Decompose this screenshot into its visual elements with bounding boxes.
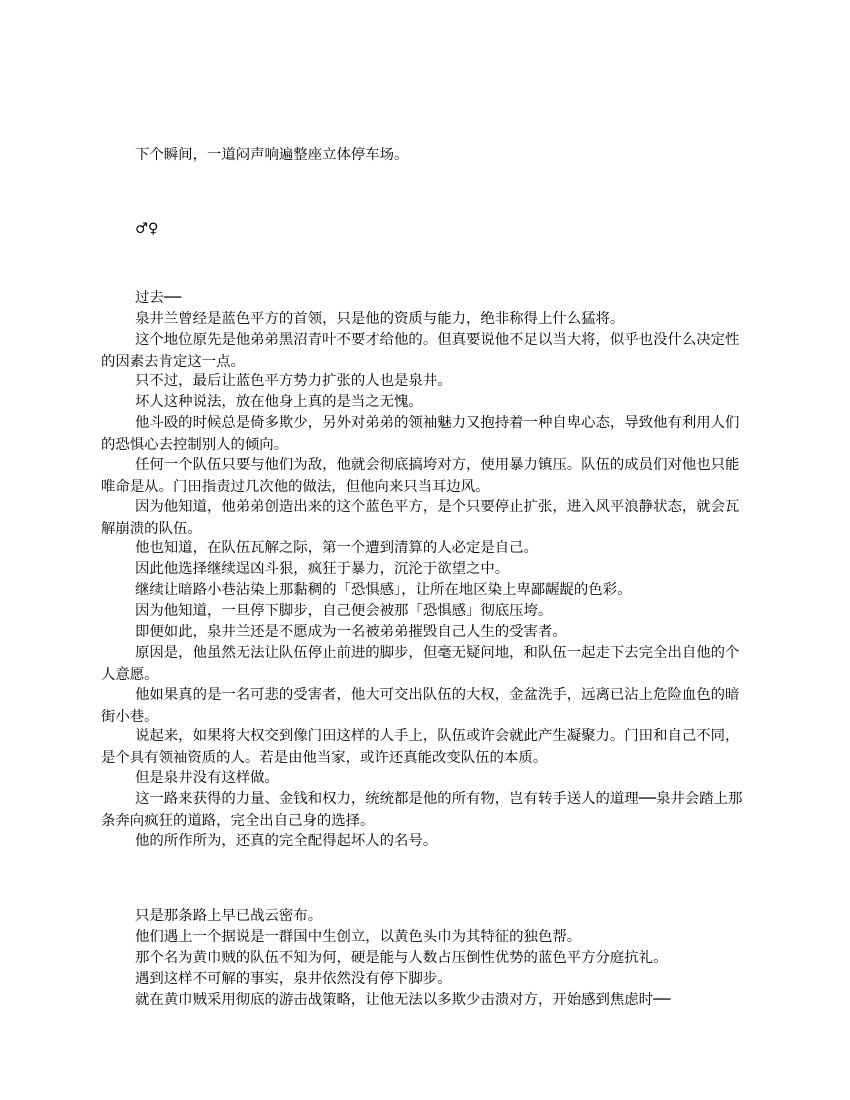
paragraph: 他如果真的是一名可悲的受害者，他大可交出队伍的大权，金盆洗手，远离已沾上危险血色的暗街小巷。 <box>101 687 740 725</box>
paragraph: 因为他知道，一旦停下脚步，自己便会被那「恐惧感」彻底压垮。 <box>135 603 553 619</box>
opening-paragraph: 下个瞬间，一道闷声响遍整座立体停车场。 <box>135 147 409 163</box>
paragraph: 只不过，最后让蓝色平方势力扩张的人也是泉井。 <box>135 373 452 389</box>
paragraph: 只是那条路上早已战云密布。 <box>135 908 323 924</box>
paragraph: 就在黄巾贼采用彻底的游击战策略，让他无法以多欺少击溃对方，开始感到焦虑时── <box>135 992 671 1008</box>
paragraph: 他的所作所为，还真的完全配得起坏人的名号。 <box>135 833 438 849</box>
paragraph: 说起来，如果将大权交到像门田这样的人手上，队伍或许会就此产生凝聚力。门田和自己不同，是个具有领袖资质的人。若是由他当家，或许还真能改变队伍的本质。 <box>101 728 740 766</box>
paragraph: 泉井兰曾经是蓝色平方的首领，只是他的资质与能力，绝非称得上什么猛将。 <box>135 311 625 327</box>
paragraph: 因此他选择继续逞凶斗狠，疯狂于暴力，沉沦于欲望之中。 <box>135 561 510 577</box>
paragraph: 他也知道，在队伍瓦解之际，第一个遭到清算的人必定是自己。 <box>135 540 538 556</box>
paragraph: 那个名为黄巾贼的队伍不知为何，硬是能与人数占压倒性优势的蓝色平方分庭抗礼。 <box>135 950 668 966</box>
paragraph: 遇到这样不可解的事实，泉井依然没有停下脚步。 <box>135 971 452 987</box>
paragraph: 继续让暗路小巷沾染上那黏稠的「恐惧感」，让所在地区染上卑鄙龌龊的色彩。 <box>135 582 632 598</box>
paragraph: 原因是，他虽然无法让队伍停止前进的脚步，但毫无疑问地，和队伍一起走下去完全出自他的个人意愿。 <box>101 645 740 683</box>
paragraph: 因为他知道，他弟弟创造出来的这个蓝色平方，是个只要停止扩张，进入风平浪静状态，就会瓦解崩溃的队伍。 <box>101 499 740 537</box>
paragraph: 他们遇上一个据说是一群国中生创立，以黄色头巾为其特征的独色帮。 <box>135 929 582 945</box>
paragraph: 即便如此，泉井兰还是不愿成为一名被弟弟摧毁自己人生的受害者。 <box>135 624 567 640</box>
paragraph: 这个地位原先是他弟弟黑沼青叶不要才给他的。但真要说他不足以当大将，似乎也没什么决定性的因素去肯定这一点。 <box>101 332 740 370</box>
paragraph: 他斗殴的时候总是倚多欺少，另外对弟弟的领袖魅力又抱持着一种自卑心态，导致他有利用人们的恐惧心去控制别人的倾向。 <box>101 415 740 453</box>
paragraph: 这一路来获得的力量、金钱和权力，统统都是他的所有物，岂有转手送人的道理──泉井会踏上那条奔向疯狂的道路，完全出自己身的选择。 <box>101 791 743 829</box>
paragraph: 但是泉井没有这样做。 <box>135 770 279 786</box>
scene-separator: ♂♀ <box>135 221 159 237</box>
paragraph: 坏人这种说法，放在他身上真的是当之无愧。 <box>135 394 423 410</box>
section-heading: 过去── <box>135 290 182 306</box>
paragraph: 任何一个队伍只要与他们为敌，他就会彻底搞垮对方，使用暴力镇压。队伍的成员们对他也只能唯命是从。门田指责过几次他的做法，但他向来只当耳边风。 <box>101 457 740 495</box>
